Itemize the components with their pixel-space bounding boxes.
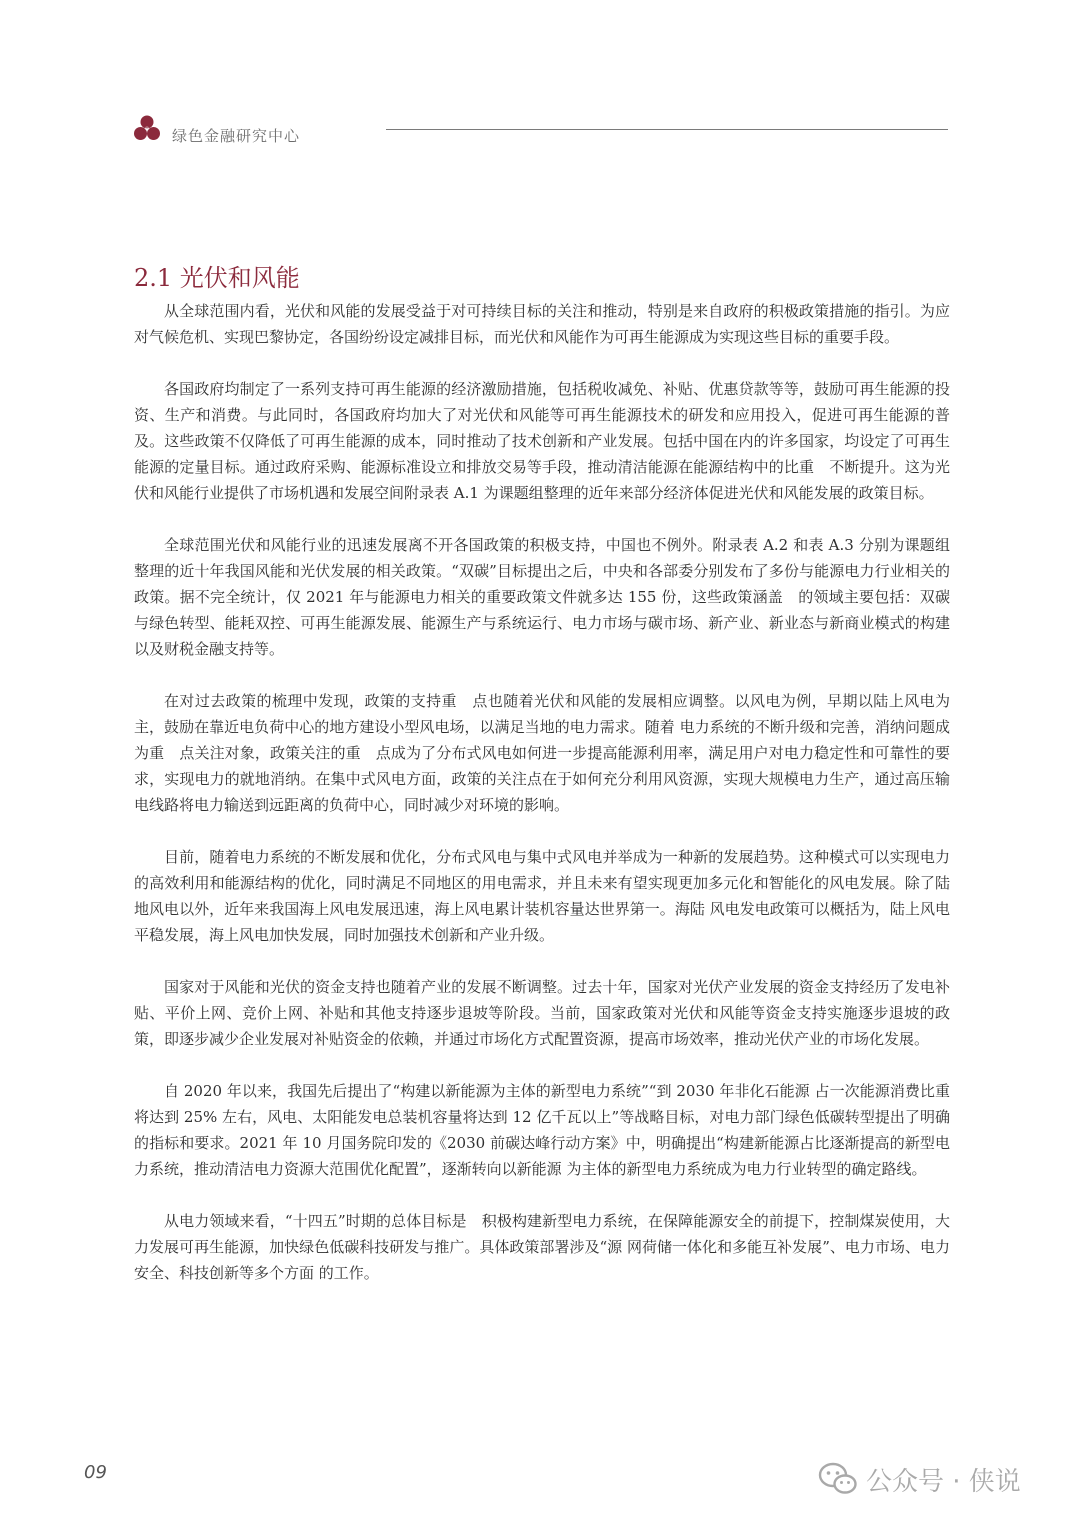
body-text (134, 298, 966, 1312)
header-divider (386, 129, 948, 130)
paragraph: 自 2020 年以来，我国先后提出了“构建以新能源为主体的新型电力系统”“到 2030 年非化石能源 占一次能源消费比重 将达到 25% 左右，风电、太阳能发电总装机容量将达到 12 亿千瓦以上”等战略目标，对电力部门绿色低碳转型提出了明确的指标和要求。2021 年 10 月国务院印发的《2030 前碳达峰行动方案》中，明确提出“构建新能源占比逐渐提高的新型电力系统，推动清洁电力资源大范围优化配置”，逐渐转向以新能源 为主体的新型电力系统成为电力行业转型的确定路线。 (134, 1082, 966, 1178)
page-header (134, 114, 949, 154)
hexagon-logo-icon (134, 114, 160, 144)
paragraph: 从全球范围内看，光伏和风能的发展受益于对可持续目标的关注和推动，特别是来自政府的积极政策措施的指引。为应对气候危机、实现巴黎协定，各国纷纷设定减排目标，而光伏和风能作为可再生能源成为实现这些目标的重要手段。 (134, 302, 950, 346)
org-name: 绿色金融研究中心 (172, 127, 301, 145)
paragraph: 各国政府均制定了一系列支持可再生能源的经济激励措施，包括税收减免、补贴、优惠贷款等等，鼓励可再生能源的投资、生产和消费。与此同时，各国政府均加大了对光伏和风能等可再生能源技术的研发和应用投入，促进可再生能源的普及。这些政策不仅降低了可再生能源的成本，同时推动了技术创新和产业发展。包括中国在内的许多国家，均设定了可再生能源的定量目标。通过政府采购、能源标准设立和排放交易等手段，推动清洁能源在能源结构中的比重 不断提升。这为光伏和风能行业提供了市场机遇和发展空间附录表 A.1 为课题组整理的近年来部分经济体促进光伏和风能发展的政策目标。 (134, 380, 950, 502)
paragraph: 从电力领域来看，“十四五”时期的总体目标是 积极构建新型电力系统，在保障能源安全的前提下，控制煤炭使用，大力发展可再生能源，加快绿色低碳科技研发与推广。具体政策部署涉及“源 网荷储一体化和多能互补发展”、电力市场、电力安全、科技创新等多个方面 的工作。 (134, 1212, 950, 1282)
section-title: 2.1 光伏和风能 (134, 264, 300, 292)
paragraph: 在对过去政策的梳理中发现，政策的支持重 点也随着光伏和风能的发展相应调整。以风电为例，早期以陆上风电为主，鼓励在靠近电负荷中心的地方建设小型风电场，以满足当地的电力需求。随着 电力系统的不断升级和完善，消纳问题成为重 点关注对象，政策关注的重 点成为了分布式风电如何进一步提高能源利用率，满足用户对电力稳定性和可靠性的要求，实现电力的就地消纳。在集中式风电方面，政策的关注点在于如何充分利用风资源，实现大规模电力生产，通过高压输电线路将电力输送到远距离的负荷中心，同时减少对环境的影响。 (134, 692, 950, 814)
watermark-text: 公众号 · 侠说 (866, 1466, 1021, 1497)
watermark (818, 1459, 1021, 1499)
page-number: 09 (84, 1462, 107, 1483)
paragraph: 目前，随着电力系统的不断发展和优化，分布式风电与集中式风电并举成为一种新的发展趋势。这种模式可以实现电力的高效利用和能源结构的优化，同时满足不同地区的用电需求，并且未来有望实现更加多元化和智能化的风电发展。除了陆地风电以外，近年来我国海上风电发展迅速，海上风电累计装机容量达世界第一。海陆 风电发电政策可以概括为，陆上风电平稳发展，海上风电加快发展，同时加强技术创新和产业升级。 (134, 848, 950, 944)
wechat-icon (818, 1462, 858, 1496)
paragraph: 国家对于风能和光伏的资金支持也随着产业的发展不断调整。过去十年，国家对光伏产业发展的资金支持经历了发电补贴、平价上网、竞价上网、补贴和其他支持逐步退坡等阶段。当前，国家政策对光伏和风能等资金支持实施逐步退坡的政策，即逐步减少企业发展对补贴资金的依赖，并通过市场化方式配置资源，提高市场效率，推动光伏产业的市场化发展。 (134, 978, 950, 1048)
paragraph: 全球范围光伏和风能行业的迅速发展离不开各国政策的积极支持，中国也不例外。附录表 A.2 和表 A.3 分别为课题组整理的近十年我国风能和光伏发展的相关政策。“双碳”目标提出之后，中央和各部委分别发布了多份与能源电力行业相关的政策。据不完全统计，仅 2021 年与能源电力相关的重要政策文件就多达 155 份，这些政策涵盖 的领域主要包括：双碳与绿色转型、能耗双控、可再生能源发展、能源生产与系统运行、电力市场与碳市场、新产业、新业态与新商业模式的构建以及财税金融支持等。 (134, 536, 950, 658)
